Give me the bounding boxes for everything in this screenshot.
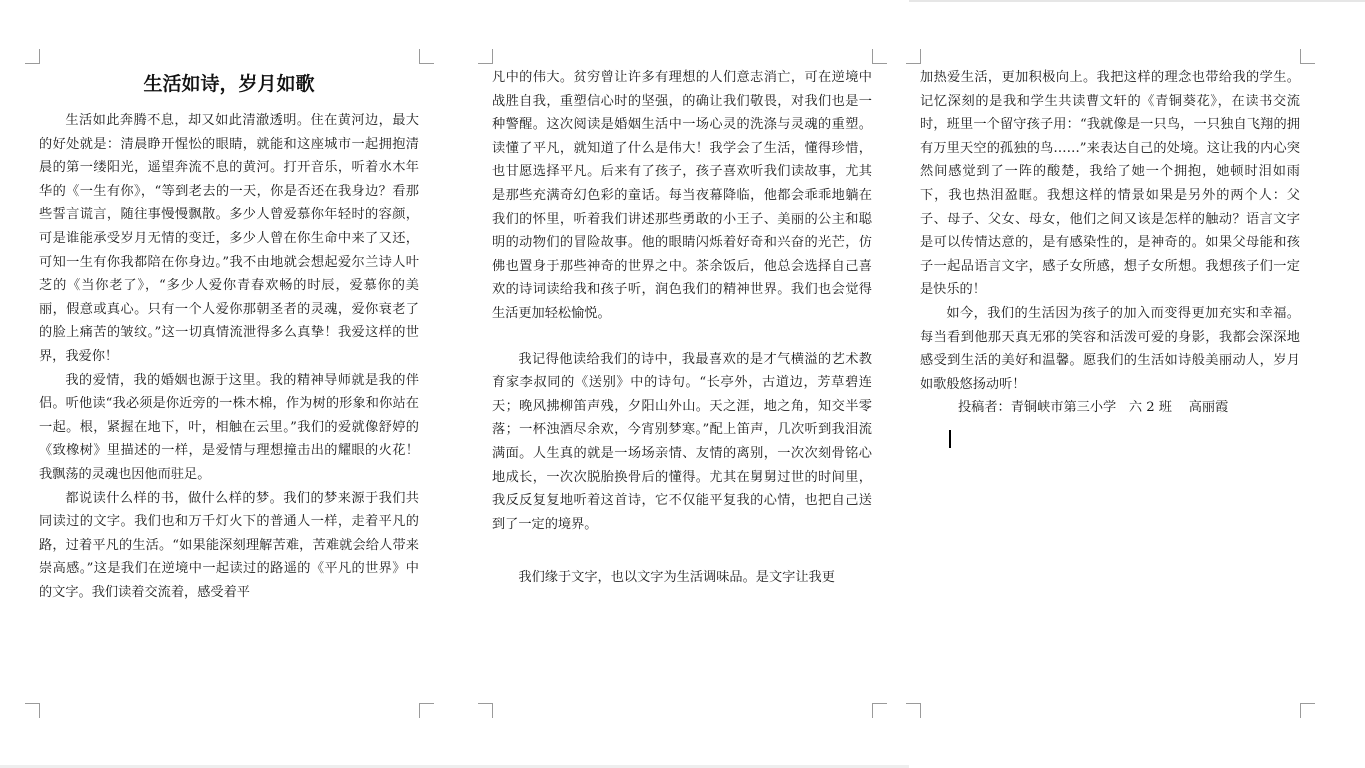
margin-corner-mark [1300,49,1315,64]
paragraph: 生活如此奔腾不息，却又如此清澈透明。住在黄河边，最大的好处就是：清晨睁开惺忪的眼睛，就能和这座城市一起拥抱清晨的第一缕阳光，遥望奔流不息的黄河。打开音乐，听着水木年华的《一生有你》，“等到老去的一天，你是否还在我身边？看那些誓言谎言，随往事慢慢飘散。多少人曾爱慕你年轻时的容颜，可是谁能承受岁月无情的变迁，多少人曾在你生命中来了又还，可知一生有你我都陪在你身边。”我不由地就会想起爱尔兰诗人叶芝的《当你老了》，“多少人爱你青春欢畅的时辰，爱慕你的美丽，假意或真心。只有一个人爱你那朝圣者的灵魂，爱你衰老了的脸上痛苦的皱纹。”这一切真情流泄得多么真挚！我爱这样的世界，我爱你！ [39,113,419,364]
text-cursor[interactable] [949,430,951,448]
paragraph: 我们缘于文字，也以文字为生活调味品。是文字让我更 [518,570,835,586]
paragraph-continuation: 加热爱生活，更加积极向上。我把这样的理念也带给我的学生。记忆深刻的是我和学生共读曹文轩的《青铜葵花》，在读书交流时，班里一个留守孩子用：“我就像是一只鸟，一只独自飞翔的拥有万里天空的孤独的鸟……”来表达自己的处境。这让我的内心突然间感觉到了一阵的酸楚，我给了她一个拥抱，她顿时泪如雨下，我也热泪盈眶。我想这样的情景如果是另外的两个人：父子、母子、父女、母女，他们之间又该是怎样的触动？语言文字是可以传情达意的，是有感染性的，是神奇的。如果父母能和孩子一起品语言文字，感子女所感，想子女所想。我想孩子们一定是快乐的！ [920,70,1300,298]
margin-corner-mark [1300,703,1315,718]
margin-corner-mark [906,49,921,64]
author-byline: 投稿者：青铜峡市第三小学 六 2 班 高丽霞 [958,400,1229,416]
margin-corner-mark [906,703,921,718]
margin-corner-mark [872,703,887,718]
margin-corner-mark [478,703,493,718]
paragraph: 如今，我们的生活因为孩子的加入而变得更加充实和幸福。每当看到他那天真无邪的笑容和活泼可爱的身影，我都会深深地感受到生活的美好和温馨。愿我们的生活如诗般美丽动人，岁月如歌般悠扬动听！ [920,305,1300,392]
margin-corner-mark [478,49,493,64]
page-2-body[interactable] [492,66,872,590]
margin-corner-mark [25,49,40,64]
document-title: 生活如诗，岁月如歌 [143,73,315,95]
margin-corner-mark [872,49,887,64]
page-3-body[interactable] [920,66,1300,448]
margin-corner-mark [419,49,434,64]
margin-corner-mark [25,703,40,718]
paragraph: 都说读什么样的书，做什么样的梦。我们的梦来源于我们共同读过的文字。我们也和万千灯火下的普通人一样，走着平凡的路，过着平凡的生活。“如果能深刻理解苦难，苦难就会给人带来崇高感。”这是我们在逆境中一起读过的路遥的《平凡的世界》中的文字。我们读着交流着，感受着平 [39,490,419,600]
margin-corner-mark [419,703,434,718]
page-top-edge [909,0,1365,2]
page-1-body[interactable] [39,66,419,604]
paragraph: 我记得他读给我们的诗中，我最喜欢的是才气横溢的艺术教育家李叔同的《送别》中的诗句。“长亭外，古道边，芳草碧连天；晚风拂柳笛声残，夕阳山外山。天之涯，地之角，知交半零落；一杯浊酒尽余欢，今宵别梦寒。”配上笛声，几次听到我泪流满面。人生真的就是一场场亲情、友情的离别，一次次刻骨铭心地成长，一次次脱胎换骨后的懂得。尤其在舅舅过世的时间里，我反反复复地听着这首诗，它不仅能平复我的心情，也把自己送到了一定的境界。 [492,351,872,532]
paragraph-continuation: 凡中的伟大。贫穷曾让许多有理想的人们意志消亡，可在逆境中战胜自我，重塑信心时的坚强，的确让我们敬畏，对我们也是一种警醒。这次阅读是婚姻生活中一场心灵的洗涤与灵魂的重塑。读懂了平凡，就知道了什么是伟大！我学会了生活，懂得珍惜，也甘愿选择平凡。后来有了孩子，孩子喜欢听我们读故事，尤其是那些充满奇幻色彩的童话。每当夜幕降临，他都会乖乖地躺在我们的怀里，听着我们讲述那些勇敢的小王子、美丽的公主和聪明的动物们的冒险故事。他的眼睛闪烁着好奇和兴奋的光芒，仿佛也置身于那些神奇的世界之中。茶余饭后，他总会选择自己喜欢的诗词读给我和孩子听，润色我们的精神世界。我们也会觉得生活更加轻松愉悦。 [492,70,872,321]
paragraph: 我的爱情，我的婚姻也源于这里。我的精神导师就是我的伴侣。听他读“我必须是你近旁的一株木棉，作为树的形象和你站在一起。根，紧握在地下，叶，相触在云里。”我们的爱就像舒婷的《致橡树》里描述的一样，是爱情与理想撞击出的耀眼的火花！我飘荡的灵魂也因他而驻足。 [39,372,419,482]
